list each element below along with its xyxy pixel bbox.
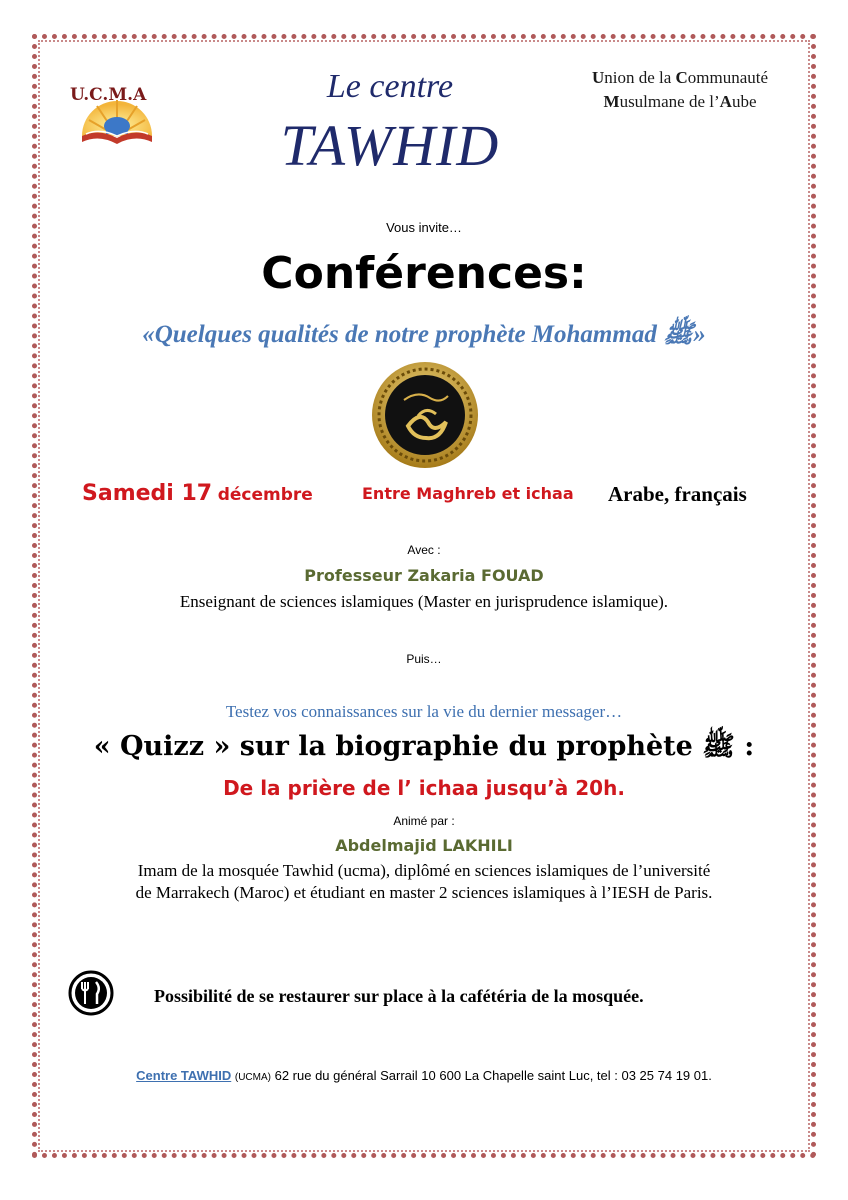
event-day: Samedi 17 [82,481,213,506]
quiz-host-name: Abdelmajid LAKHILI [335,836,513,855]
footer-address-text: 62 rue du général Sarrail 10 600 La Chapelle saint Luc, tel : 03 25 74 19 01. [270,1068,712,1083]
union-initial-a: A [719,92,732,111]
union-text-4: ube [731,92,757,111]
event-languages: Arabe, français [608,482,747,506]
puis-text: Puis… [406,652,442,666]
invite-text: Vous invite… [386,220,462,235]
union-line2 [560,90,800,114]
event-date [82,481,313,506]
conferences-heading: Conférences: [261,248,587,299]
quiz-host-description [0,860,848,904]
speaker1-description: Enseignant de sciences islamiques (Master en jurisprudence islamique). [179,592,669,611]
cutlery-icon [68,970,114,1016]
union-initial-m: M [603,92,620,111]
union-text-1: nion de la [604,68,676,87]
union-initial-u: U [591,68,605,87]
quiz-schedule: De la prière de l’ ichaa jusqu’à 20h. [223,776,625,800]
quiz-title: « Quizz » sur la biographie du prophète ﷺ : [93,731,755,762]
union-text-2: ommunauté [687,68,769,87]
centre-link[interactable]: Centre TAWHID [136,1068,232,1083]
quiz-host-intro: Animé par : [393,814,455,828]
restauration-text: Possibilité de se restaurer sur place à la cafétéria de la mosquée. [154,986,644,1006]
ucma-logo [62,70,172,150]
title-line2: TAWHID [280,113,500,178]
footer-address [0,1068,848,1083]
union-name [560,66,800,114]
event-month: décembre [217,485,313,505]
logo-text: U.C.M.A [70,85,147,105]
footer-ucma: (UCMA) [234,1072,271,1083]
union-initial-c: C [675,68,688,87]
speaker1-intro: Avec : [407,543,441,557]
quiz-teaser: Testez vos connaissances sur la vie du dernier messager… [225,702,623,721]
event-time: Entre Maghreb et ichaa [362,484,574,503]
medallion-emblem [370,360,480,470]
conference-topic: «Quelques qualités de notre prophète Mohammad ﷺ» [142,321,706,348]
title-line1: Le centre [326,68,454,105]
host-desc-line2: de Marrakech (Maroc) et étudiant en master 2 sciences islamiques à l’IESH de Paris. [135,883,713,902]
speaker1-name: Professeur Zakaria FOUAD [304,566,544,585]
union-line1 [560,66,800,90]
union-text-3: usulmane de l’ [619,92,720,111]
host-desc-line1: Imam de la mosquée Tawhid (ucma), diplômé en sciences islamiques de l’université [137,861,711,880]
